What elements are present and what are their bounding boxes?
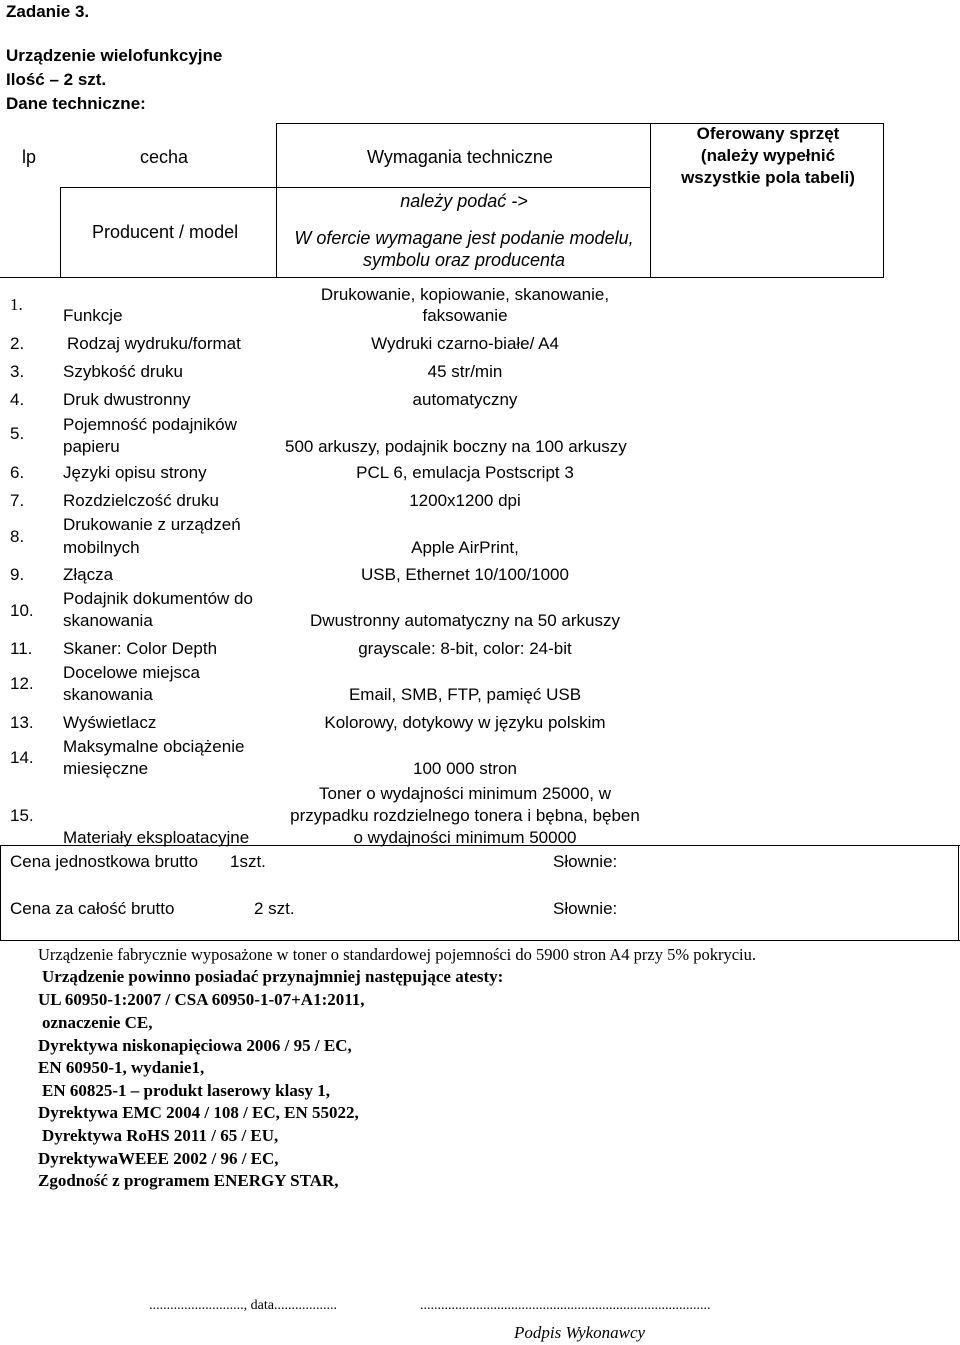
row-feature: Skaner: Color Depth xyxy=(63,639,218,658)
row-lp: 8. xyxy=(10,527,25,546)
row-req-1: Drukowanie, kopiowanie, skanowanie, xyxy=(320,285,610,304)
row-lp: 12. xyxy=(10,674,34,693)
row-req: Wydruki czarno-białe/ A4 xyxy=(371,334,559,353)
row-lp: 4. xyxy=(10,390,25,409)
unit-price-label: Cena jednostkowa brutto xyxy=(10,852,199,871)
row-req: 1200x1200 dpi xyxy=(409,491,521,510)
col-header-offered-1: Oferowany sprzęt xyxy=(696,124,840,143)
row-feature-2: skanowania xyxy=(63,685,153,704)
row-feature-1: Pojemność podajników xyxy=(63,415,237,434)
row-lp: 9. xyxy=(10,565,25,584)
row-feature: Złącza xyxy=(63,565,114,584)
place-date-line: ..........................., data.................. xyxy=(149,1298,337,1313)
row-lp: 2. xyxy=(10,334,25,353)
row-lp: 7. xyxy=(10,491,25,510)
cert-item: oznaczenie CE, xyxy=(42,1013,153,1032)
row-lp: 3. xyxy=(10,362,25,381)
task-title: Zadanie 3. xyxy=(6,2,90,21)
total-price-label: Cena za całość brutto xyxy=(10,899,175,918)
row-req: PCL 6, emulacja Postscript 3 xyxy=(356,463,574,482)
row-lp: 5. xyxy=(10,424,25,443)
row-req-1: Toner o wydajności minimum 25000, w xyxy=(319,784,611,803)
row-req: 100 000 stron xyxy=(413,759,517,778)
row-feature: Szybkość druku xyxy=(63,362,183,381)
cert-item: Zgodność z programem ENERGY STAR, xyxy=(38,1171,339,1190)
cert-item: Dyrektywa niskonapięciowa 2006 / 95 / EC, xyxy=(38,1036,352,1055)
row-lp: 14. xyxy=(10,748,34,767)
row-lp: 15. xyxy=(10,806,34,825)
row-feature: Wyświetlacz xyxy=(63,713,157,732)
unit-price-qty: 1szt. xyxy=(230,852,266,871)
cert-item: EN 60950-1, wydanie1, xyxy=(38,1058,205,1077)
row-lp: 13. xyxy=(10,713,34,732)
row-feature-1: Docelowe miejsca xyxy=(63,663,200,682)
row-lp: 10. xyxy=(10,601,34,620)
cert-item: Dyrektywa RoHS 2011 / 65 / EU, xyxy=(42,1126,279,1145)
col-header-requirements: Wymagania techniczne xyxy=(367,147,553,167)
row-req: 45 str/min xyxy=(427,362,503,381)
row-lp: 11. xyxy=(10,639,33,658)
total-price-qty: 2 szt. xyxy=(254,899,295,918)
row-feature-2: miesięczne xyxy=(63,759,149,778)
toner-note: Urządzenie fabrycznie wyposażone w toner o standardowej pojemności do 5900 stron A4 przy 5% pokryciu. xyxy=(38,945,756,964)
col-header-offered-2: (należy wypełnić xyxy=(700,146,836,165)
row-feature-2: papieru xyxy=(63,437,120,456)
row-lp: 6. xyxy=(10,463,25,482)
col-header-offered-3: wszystkie pola tabeli) xyxy=(681,168,855,187)
producer-req-1: należy podać -> xyxy=(400,191,528,211)
cert-item: UL 60950-1:2007 / CSA 60950-1-07+A1:2011, xyxy=(38,990,365,1009)
cert-item: Dyrektywa EMC 2004 / 108 / EC, EN 55022, xyxy=(38,1103,359,1122)
tech-data-heading: Dane techniczne: xyxy=(6,94,146,113)
row-feature-1: Drukowanie z urządzeń xyxy=(63,515,241,534)
row-req-3: o wydajności minimum 50000 xyxy=(353,828,577,847)
row-feature: Druk dwustronny xyxy=(63,390,191,409)
row-feature: Języki opisu strony xyxy=(63,463,207,482)
row-req: automatyczny xyxy=(412,390,518,409)
row-req-2: faksowanie xyxy=(422,306,508,325)
row-feature: Rozdzielczość druku xyxy=(63,491,219,510)
row-feature: Funkcje xyxy=(63,306,123,325)
total-price-words: Słownie: xyxy=(553,899,618,918)
col-header-lp: lp xyxy=(22,147,37,167)
cert-item: DyrektywaWEEE 2002 / 96 / EC, xyxy=(38,1149,279,1168)
row-feature-2: skanowania xyxy=(63,611,153,630)
signature-line: ................................................................................... xyxy=(420,1298,711,1313)
row-req: 500 arkuszy, podajnik boczny na 100 arkuszy xyxy=(285,437,627,456)
row-req: Kolorowy, dotykowy w języku polskim xyxy=(324,713,606,732)
row-feature-2: mobilnych xyxy=(63,538,140,557)
row-lp: 1. xyxy=(10,295,23,314)
certs-heading: Urządzenie powinno posiadać przynajmniej następujące atesty: xyxy=(42,967,504,986)
producer-req-2: W ofercie wymagane jest podanie modelu, xyxy=(294,228,634,248)
row-feature: Materiały eksploatacyjne xyxy=(63,828,250,847)
signature-label: Podpis Wykonawcy xyxy=(514,1323,646,1342)
quantity: Ilość – 2 szt. xyxy=(6,70,107,89)
row-req: Apple AirPrint, xyxy=(411,538,519,557)
row-req: USB, Ethernet 10/100/1000 xyxy=(361,565,569,584)
row-req: grayscale: 8-bit, color: 24-bit xyxy=(358,639,572,658)
device-name: Urządzenie wielofunkcyjne xyxy=(6,46,223,65)
row-feature-1: Podajnik dokumentów do xyxy=(63,589,253,608)
row-feature: Rodzaj wydruku/format xyxy=(67,334,241,353)
row-req: Email, SMB, FTP, pamięć USB xyxy=(348,685,582,704)
row-feature-1: Maksymalne obciążenie xyxy=(63,737,245,756)
unit-price-words: Słownie: xyxy=(553,852,618,871)
row-req: Dwustronny automatyczny na 50 arkuszy xyxy=(310,611,620,630)
col-header-feature: cecha xyxy=(140,147,189,167)
producer-label: Producent / model xyxy=(92,222,239,242)
cert-item: EN 60825-1 – produkt laserowy klasy 1, xyxy=(42,1081,330,1100)
producer-req-3: symbolu oraz producenta xyxy=(362,250,566,270)
row-req-2: przypadku rozdzielnego tonera i bębna, bęben xyxy=(290,806,640,825)
